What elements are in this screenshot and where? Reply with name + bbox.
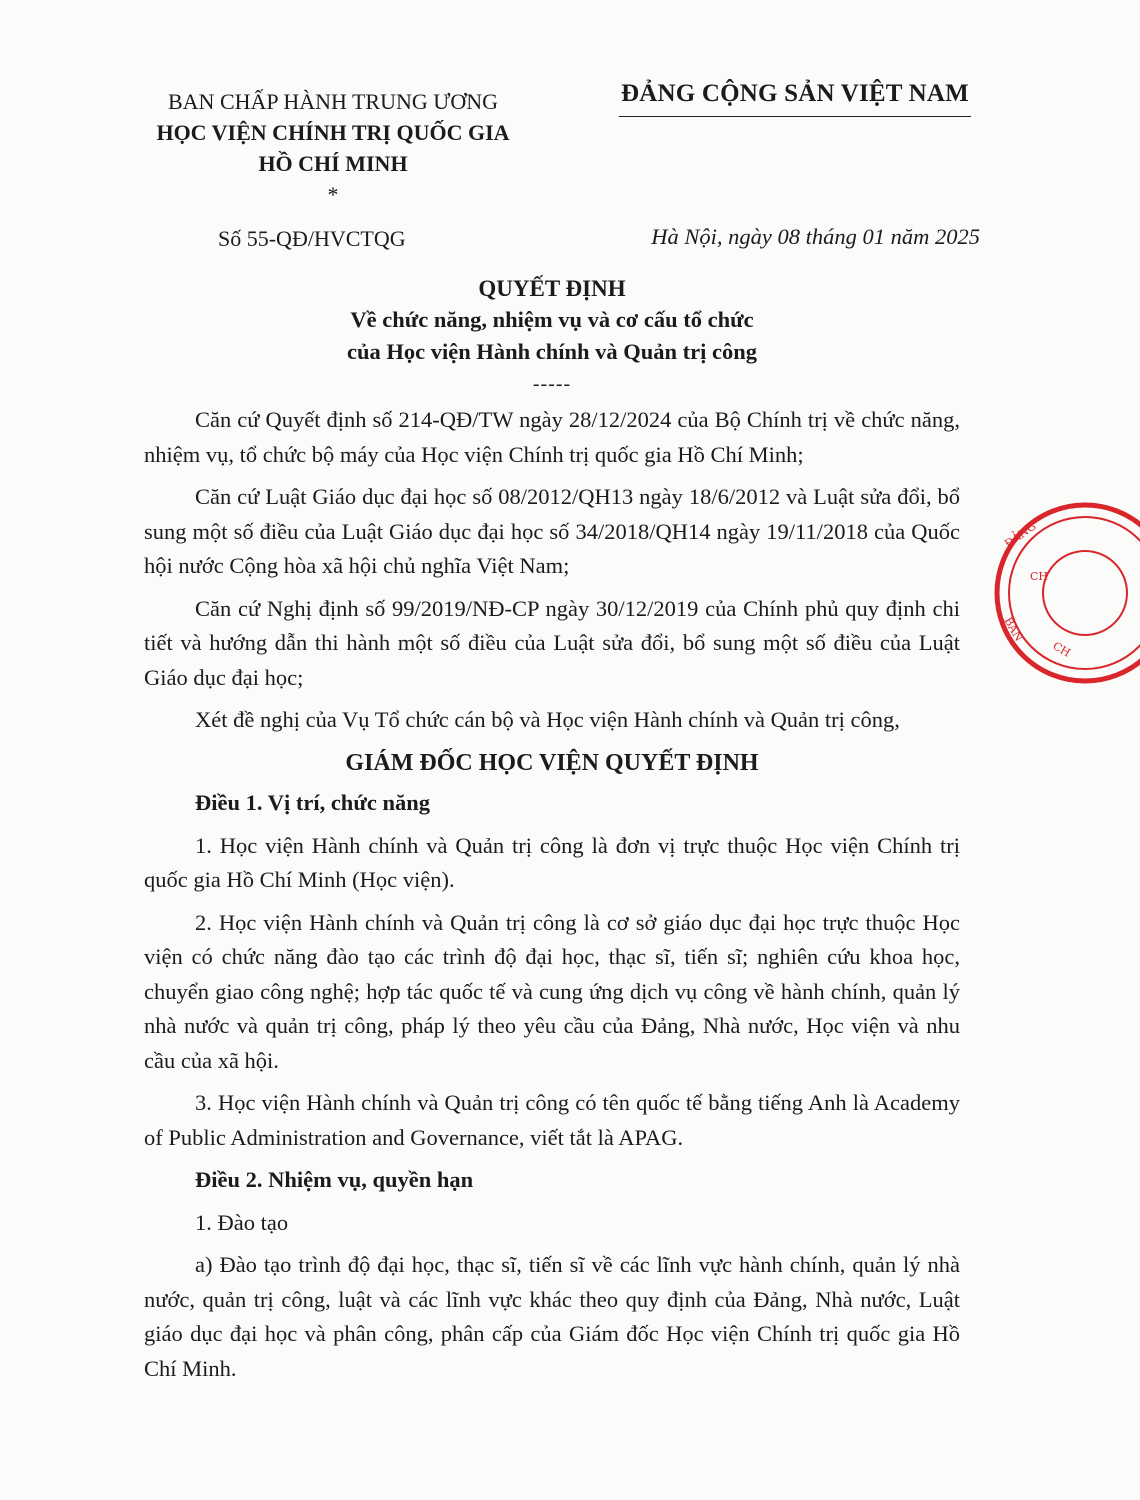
title-subtitle-2: của Học viện Hành chính và Quản trị công (346, 339, 758, 364)
article-1-clause-2: 2. Học viện Hành chính và Quản trị công là cơ sở giáo dục đại học trực thuộc Học viện có chức năng đào tạo các trình độ đại học, thạc sĩ, tiến sĩ; nghiên cứu khoa học, chuyển giao công nghệ; hợp tác quốc tế và cung ứng dịch vụ công về hành chính, quản lý nhà nước và quản trị công, pháp lý theo yêu cầu của Đảng, Nhà nước, Học viện và nhu cầu của xã hội. (144, 909, 960, 1073)
proposal-clause: Xét đề nghị của Vụ Tổ chức cán bộ và Học viện Hành chính và Quản trị công, (195, 707, 900, 732)
title-subtitle-1: Về chức năng, nhiệm vụ và cơ cấu tổ chức (350, 307, 754, 332)
decision-heading: GIÁM ĐỐC HỌC VIỆN QUYẾT ĐỊNH (345, 749, 759, 776)
authority-parent: BAN CHẤP HÀNH TRUNG ƯƠNG (168, 89, 498, 114)
article-2-section-1: 1. Đào tạo (195, 1209, 289, 1235)
title-heading: QUYẾT ĐỊNH (478, 276, 626, 301)
svg-text:CH: CH (1030, 570, 1049, 583)
svg-text:ĐẢNG: ĐẢNG (1002, 519, 1039, 551)
legal-basis-1: Căn cứ Quyết định số 214-QĐ/TW ngày 28/12/2024 của Bộ Chính trị về chức năng, nhiệm vụ, tổ chức bộ máy của Học viện Chính trị quốc gia Hồ Chí Minh; (144, 407, 960, 467)
party-underline (619, 116, 971, 117)
svg-text:CH: CH (1050, 639, 1073, 660)
document-body (144, 403, 960, 1394)
article-2-section-1a: a) Đào tạo trình độ đại học, thạc sĩ, tiến sĩ về các lĩnh vực hành chính, quản lý nhà nước, quản trị công, luật và các lĩnh vực khác theo quy định của Đảng, Nhà nước, Luật giáo dục đại học và phân công, phân cấp của Giám đốc Học viện Chính trị quốc gia Hồ Chí Minh. (144, 1252, 960, 1381)
issuing-authority (118, 86, 548, 210)
svg-text:BAN: BAN (1001, 615, 1026, 644)
document-date: Hà Nội, ngày 08 tháng 01 năm 2025 (651, 224, 980, 249)
official-seal-icon (990, 498, 1140, 688)
document-number: Số 55-QĐ/HVCTQG (218, 226, 406, 251)
authority-name-cont: HỒ CHÍ MINH (258, 151, 408, 176)
article-1-clause-1: 1. Học viện Hành chính và Quản trị công là đơn vị trực thuộc Học viện Chính trị quốc gia Hồ Chí Minh (Học viện). (144, 832, 960, 892)
article-2-title: Điều 2. Nhiệm vụ, quyền hạn (195, 1167, 474, 1192)
party-name: ĐẢNG CỘNG SẢN VIỆT NAM (621, 80, 969, 107)
document-title (144, 274, 960, 396)
legal-basis-3: Căn cứ Nghị định số 99/2019/NĐ-CP ngày 30/12/2019 của Chính phủ quy định chi tiết và hướng dẫn thi hành một số điều của Luật sửa đổi, bổ sung một số điều của Luật Giáo dục đại học; (144, 595, 960, 690)
party-header (600, 80, 990, 117)
legal-basis-2: Căn cứ Luật Giáo dục đại học số 08/2012/QH13 ngày 18/6/2012 và Luật sửa đổi, bổ sung một số điều của Luật Giáo dục đại học số 34/2018/QH14 ngày 19/11/2018 của Quốc hội nước Cộng hòa xã hội chủ nghĩa Việt Nam; (144, 484, 960, 578)
title-separator: ----- (532, 373, 572, 395)
article-1-clause-3: 3. Học viện Hành chính và Quản trị công có tên quốc tế bằng tiếng Anh là Academy of Public Administration and Governance, viết tắt là APAG. (144, 1090, 960, 1150)
authority-star: * (327, 182, 339, 207)
authority-name: HỌC VIỆN CHÍNH TRỊ QUỐC GIA (156, 120, 510, 145)
article-1-title: Điều 1. Vị trí, chức năng (195, 790, 430, 815)
